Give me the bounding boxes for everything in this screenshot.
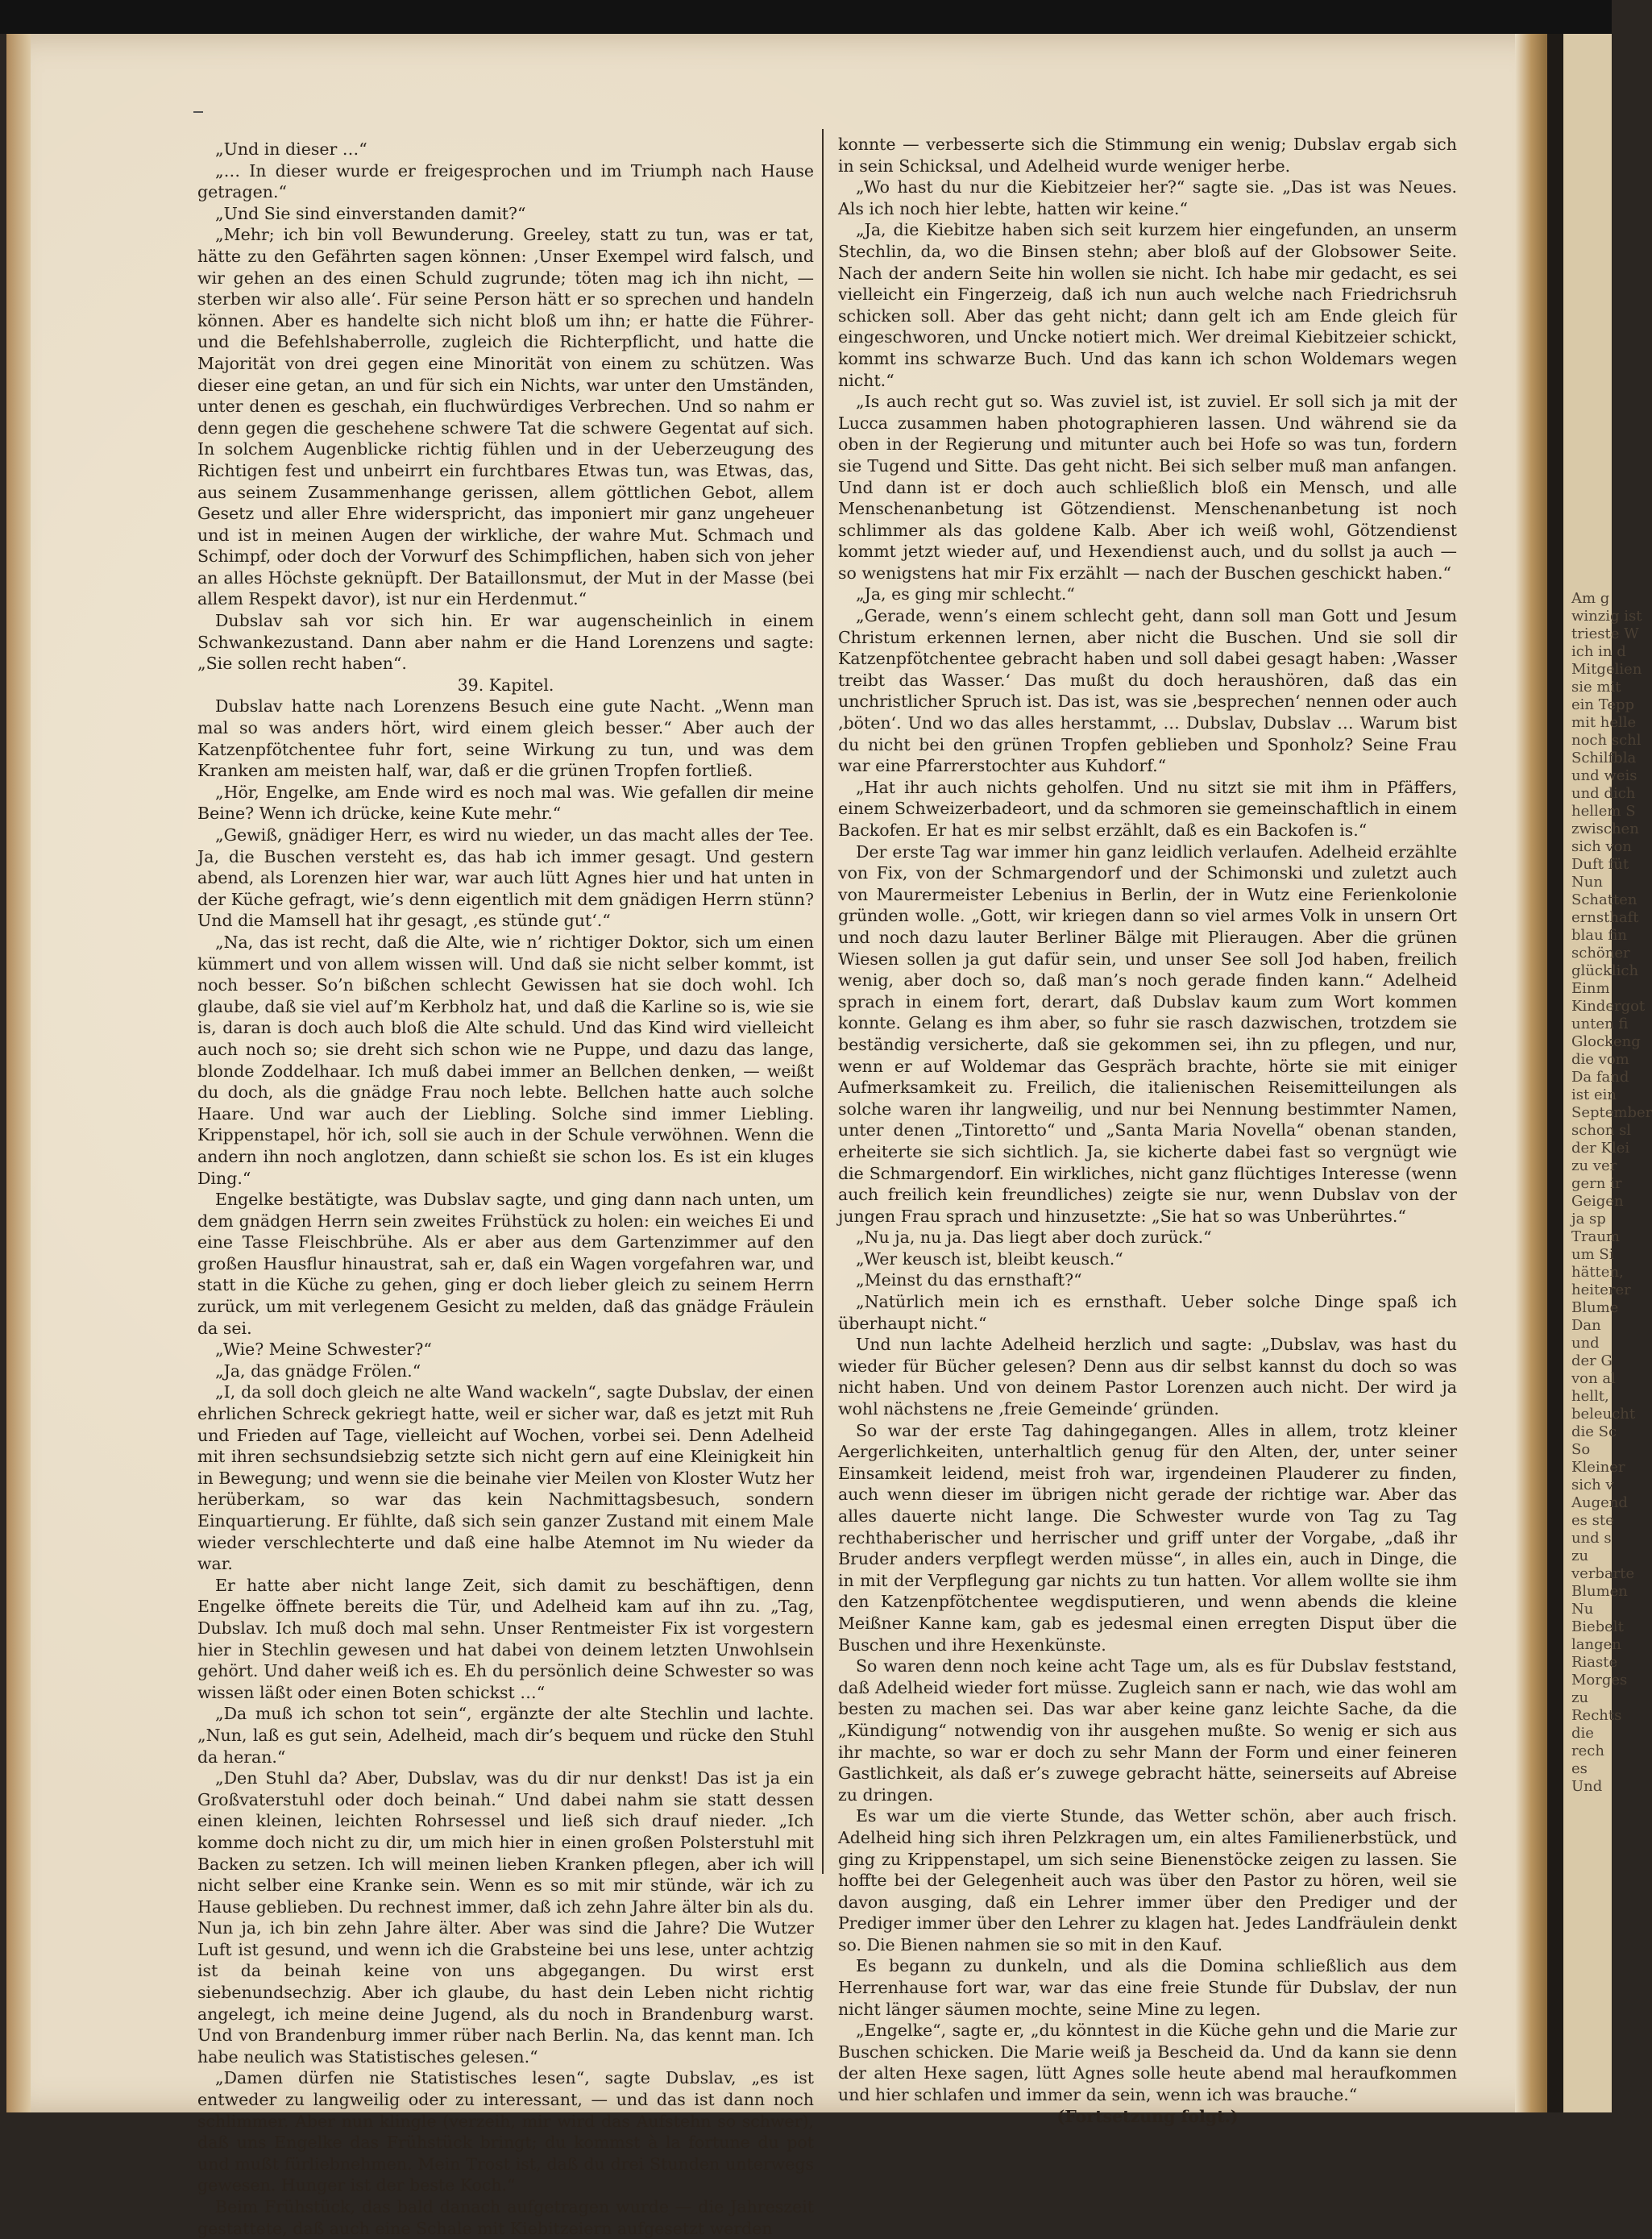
adjacent-page-fragment: von al bbox=[1571, 1370, 1616, 1387]
adjacent-page-fragment: ich in d bbox=[1571, 643, 1626, 660]
adjacent-page-fragment: Riaste bbox=[1571, 1654, 1618, 1671]
adjacent-page-fragment: blau fin bbox=[1571, 927, 1627, 944]
book-gutter bbox=[1547, 34, 1563, 2112]
adjacent-page-fragment: und weis bbox=[1571, 767, 1637, 784]
adjacent-page-fragment: Blume bbox=[1571, 1299, 1619, 1316]
adjacent-page-fragment: trieste W bbox=[1571, 625, 1639, 642]
paragraph: konnte — verbesserte sich die Stimmung ein wenig; Dubslav ergab sich in sein Schicksal, und Adelheid wurde weniger herbe. bbox=[838, 135, 1457, 176]
paragraph: „Engelke“, sagte er, „du könntest in die Küche gehn und die Marie zur Buschen schicken. Die Marie weiß ja Bescheid da. Und da kann sie denn der alten Hexe sagen, lütt Agnes solle heute abend mal heraufkommen und hier schlafen und immer da sein, wenn ich was brauche.“ bbox=[838, 2021, 1457, 2105]
adjacent-page-fragment: sie mit bbox=[1571, 679, 1621, 696]
adjacent-page-fragment: Blumen bbox=[1571, 1583, 1628, 1600]
adjacent-page-fragment: zu bbox=[1571, 1547, 1589, 1564]
paragraph: Und nun lachte Adelheid herzlich und sagte: „Dubslav, was hast du wieder für Bücher gelesen? Denn aus dir selbst kannst du doch so was nicht haben. Und von deinem Pastor Lorenzen auch nicht. Der wird ja wohl nächstens ne ‚freie Gemeinde‘ gründen. bbox=[838, 1335, 1457, 1419]
paragraph: „Is auch recht gut so. Was zuviel ist, ist zuviel. Er soll sich ja mit der Lucca zusammen haben photographieren lassen. Und während sie da oben in der Regierung und mitunter auch bei Hofe so was tun, fordern sie Tugend und Sitte. Das geht nicht. Bei sich selber muß man anfangen. Und dann ist er doch auch schließlich bloß ein Mensch, und alle Menschenanbetung ist Götzendienst. Menschenanbetung ist noch schlimmer als das goldene Kalb. Aber ich weiß wohl, Götzendienst kommt jetzt wieder auf, und Hexendienst auch, und du sollst ja auch — so wenigstens hat mir Fix erzählt — nach der Buschen geschickt haben.“ bbox=[838, 392, 1457, 583]
adjacent-page-fragment: Dan bbox=[1571, 1317, 1601, 1334]
adjacent-page-fragment: zwischen bbox=[1571, 820, 1639, 837]
adjacent-page-fragment: Und bbox=[1571, 1778, 1603, 1795]
adjacent-page-fragment: rech bbox=[1571, 1743, 1604, 1759]
paragraph: Engelke bestätigte, was Dubslav sagte, und ging dann nach unten, um dem gnädgen Herrn sein zweites Frühstück zu holen: ein weiches Ei und eine Tasse Fleischbrühe. Als er aber aus dem Gartenzimmer auf den großen Hausflur hinaustrat, sah er, daß ein Wagen vorgefahren war, und statt in die Küche zu gehen, ging er doch lieber gleich zu seinem Herrn zurück, um mit verlegenem Gesicht zu melden, daß das gnädge Fräulein da sei. bbox=[197, 1190, 814, 1338]
adjacent-page-fragment: Da fand bbox=[1571, 1069, 1629, 1086]
adjacent-page-fragment: Schilfbla bbox=[1571, 750, 1637, 766]
adjacent-page-fragment: So bbox=[1571, 1441, 1591, 1458]
paragraph: „Hat ihr auch nichts geholfen. Und nu sitzt sie mit ihm in Pfäffers, einem Schweizerbadeort, und da schmoren sie gemeinschaftlich in einem Backofen. Er hat es mir selbst erzählt, daß es ein Backofen is.“ bbox=[838, 777, 1457, 840]
adjacent-page-fragment: ja sp bbox=[1571, 1211, 1606, 1228]
paragraph: „Ja, das gnädge Frölen.“ bbox=[215, 1360, 421, 1381]
paragraph: „Ja, es ging mir schlecht.“ bbox=[856, 584, 1075, 604]
paragraph: So waren denn noch keine acht Tage um, als es für Dubslav feststand, daß Adelheid wieder fort müsse. Zugleich sann er nach, wie das wohl am besten zu machen sei. Das war aber keine ganz leichte Sache, da die „Kündigung“ notwendig von ihr ausgehen mußte. So wenig er sich aus ihr machte, so war er doch zu sehr Mann der Form und einer feineren Gastlichkeit, als daß er’s zuwege gebracht hätte, seinerseits auf Abreise zu dringen. bbox=[838, 1656, 1457, 1805]
adjacent-page-fragment: und bbox=[1571, 1335, 1600, 1352]
adjacent-page-fragment: Geigen bbox=[1571, 1193, 1624, 1210]
adjacent-page-fragment: schöner bbox=[1571, 945, 1630, 962]
adjacent-page-fragment: September bbox=[1571, 1104, 1652, 1121]
adjacent-page-fragment: Nun bbox=[1571, 874, 1603, 891]
paragraph: „Da muß ich schon tot sein“, ergänzte der alte Stechlin und lachte. „Nun, laß es gut sein, Adelheid, mach dir’s bequem und rücke den Stuhl da heran.“ bbox=[197, 1704, 814, 1767]
left-text-column bbox=[197, 139, 814, 2239]
adjacent-page-fragment: Mitgelien bbox=[1571, 661, 1642, 678]
adjacent-page-text bbox=[1563, 590, 1652, 1796]
column-divider bbox=[822, 129, 824, 1874]
adjacent-page-fragment: und dich bbox=[1571, 785, 1636, 802]
adjacent-page-fragment: winzig ist bbox=[1571, 608, 1642, 625]
chapter-heading: 39. Kapitel. bbox=[457, 675, 554, 695]
adjacent-page-fragment: schon sl bbox=[1571, 1122, 1632, 1139]
paragraph: „Nu ja, nu ja. Das liegt aber doch zurück.“ bbox=[856, 1228, 1212, 1248]
paragraph: „Wo hast du nur die Kiebitzeier her?“ sagte sie. „Das ist was Neues. Als ich noch hier lebte, hatten wir keine.“ bbox=[838, 177, 1457, 218]
adjacent-page-fragment: Biebelt bbox=[1571, 1618, 1624, 1635]
adjacent-page-fragment: die vom bbox=[1571, 1051, 1629, 1068]
adjacent-page-fragment: sich von bbox=[1571, 838, 1632, 855]
adjacent-page-fragment: Kindergot bbox=[1571, 998, 1646, 1015]
adjacent-page-fragment: es bbox=[1571, 1760, 1588, 1777]
adjacent-page-fragment: mit helle bbox=[1571, 714, 1637, 731]
adjacent-page-fragment: gern ir bbox=[1571, 1175, 1622, 1192]
adjacent-page-fragment: verbarte bbox=[1571, 1565, 1635, 1582]
adjacent-page-fragment: Einm bbox=[1571, 980, 1610, 997]
adjacent-page-fragment: hellem S bbox=[1571, 803, 1636, 820]
paragraph: „Wer keusch ist, bleibt keusch.“ bbox=[856, 1248, 1123, 1269]
paragraph: Dubslav hatte nach Lorenzens Besuch eine gute Nacht. „Wenn man mal so was anders hört, wird einem gleich besser.“ Aber auch der Katzenpfötchentee fuhr fort, seine Wirkung zu tun, und was dem Kranken am meisten half, war, daß er die grünen Tropfen fortließ. bbox=[197, 696, 814, 781]
adjacent-page-fragment: Kleiner bbox=[1571, 1459, 1625, 1476]
paragraph: Er hatte aber nicht lange Zeit, sich damit zu beschäftigen, denn Engelke öffnete bereits die Tür, und Adelheid kam auf ihn zu. „Tag, Dubslav. Ich muß doch mal sehn. Unser Rentmeister Fix ist vorgestern hier in Stechlin gewesen und hat dabei von deinem letzten Unwohlsein gehört. Und daher weiß ich es. Eh du persönlich deine Schwester so was wissen läßt oder einen Boten schickst …“ bbox=[197, 1575, 814, 1702]
paragraph: Der erste Tag war immer hin ganz leidlich verlaufen. Adelheid erzählte von Fix, von der Schmargendorf und der Schimonski und zuletzt auch von Maurermeister Lebenius in Berlin, der in Wutz eine Ferienkolonie gründen wolle. „Gott, wir kriegen dann so viel armes Volk in unsern Ort und noch dazu lauter Berliner Bälge mit Plieraugen. Aber die grünen Wiesen sollen ja gut dafür sein, und unser See soll Jod haben, freilich wenig, aber doch so, daß man’s noch gerade finden kann.“ Adelheid sprach in einem fort, derart, daß Dubslav kaum zum Wort kommen konnte. Gelang es ihm aber, so fuhr sie rasch dazwischen, trotzdem sie beständig versicherte, daß sie gekommen sei, ihn zu pflegen, und nur, wenn er auf Woldemar das Gespräch brachte, hörte sie mit einiger Aufmerksamkeit zu. Freilich, die italienischen Reisemitteilungen als solche waren ihr langweilig, und nur bei Nennung bestimmter Namen, unter denen „Tintoretto“ und „Santa Maria Novella“ obenan standen, erheiterte sie sich sichtlich. Ja, sie kicherte dabei fast so vergnügt wie die Schmargendorf. Ein wirkliches, nicht ganz flüchtiges Interesse (wenn auch freilich kein freundliches) zeigte sie nur, wenn Dubslav von der jungen Frau sprach und hinzusetzte: „Sie hat so was Unberührtes.“ bbox=[838, 841, 1457, 1226]
paragraph: „Und Sie sind einverstanden damit?“ bbox=[215, 203, 526, 223]
adjacent-page-fragment: der G bbox=[1571, 1352, 1613, 1369]
adjacent-page-fragment: heiterer bbox=[1571, 1282, 1631, 1298]
adjacent-page-fragment: Nu bbox=[1571, 1601, 1594, 1618]
adjacent-page-fragment: es ste bbox=[1571, 1512, 1614, 1529]
paragraph: „Den Stuhl da? Aber, Dubslav, was du dir nur denkst! Das ist ja ein Großvaterstuhl oder doch beinah.“ Und dabei nahm sie statt dessen einen kleinen, leichten Rohrsessel und ließ sich drauf nieder. „Ich komme doch nicht zu dir, um mich hier in einen großen Polsterstuhl mit Backen zu setzen. Ich will meinen lieben Kranken pflegen, aber ich will nicht selber eine Kranke sein. Wenn es so mit mir stünde, wär ich zu Hause geblieben. Du rechnest immer, daß ich zehn Jahre älter bin als du. Nun ja, ich bin zehn Jahre älter. Aber was sind die Jahre? Die Wutzer Luft ist gesund, und wenn ich die Grabsteine bei uns lese, unter achtzig ist da beinah keine von uns abgegangen. Du wirst erst siebenundsechzig. Aber ich glaube, du hast dein Leben nicht richtig angelegt, ich meine deine Jugend, als du noch in Brandenburg warst. Und von Brandenburg immer rüber nach Berlin. Na, das kennt man. Ich habe neulich was Statistisches gelesen.“ bbox=[197, 1768, 814, 2067]
adjacent-page-edge bbox=[1563, 34, 1652, 2112]
adjacent-page-fragment: die bbox=[1571, 1725, 1594, 1742]
paragraph: Beim Frühstück, das bald danach aufgetragen wurde — die Jahreszeit gestattete, daß auch eine Schale mit Kiebitzeiern aufgesetzt werden bbox=[197, 2197, 814, 2238]
paragraph: „Ja, die Kiebitze haben sich seit kurzem hier eingefunden, an unserm Stechlin, da, wo die Binsen stehn; aber bloß auf der Globsower Seite. Nach der andern Seite hin wollen sie nicht. Ich habe mir gedacht, es sei vielleicht ein Fingerzeig, daß ich nun auch welche nach Friedrichsruh schicken soll. Aber das geht nicht; dann gelt ich am Ende gleich für eingeschworen, und Uncke notiert mich. Wer dreimal Kiebitzeier schickt, kommt ins schwarze Buch. Und das kann ich schon Woldemars wegen nicht.“ bbox=[838, 220, 1457, 390]
adjacent-page-fragment: ernsthaft bbox=[1571, 909, 1639, 926]
adjacent-page-fragment: hätten, bbox=[1571, 1264, 1624, 1281]
adjacent-page-fragment: sich v bbox=[1571, 1477, 1614, 1493]
adjacent-page-fragment: ist ein bbox=[1571, 1086, 1617, 1103]
adjacent-page-fragment: der Klei bbox=[1571, 1140, 1630, 1157]
paragraph: „Na, das ist recht, daß die Alte, wie n’ richtiger Doktor, sich um einen kümmert und von allem wissen will. Und daß sie nicht selber kommt, ist noch besser. So’n bißchen schlecht Gewissen hat sie doch wohl. Ich glaube, daß sie viel auf’m Kerbholz hat, und daß die Karline so is, wie sie is, daran is doch auch bloß die Alte schuld. Und das Kind wird vielleicht auch noch so; sie dreht sich schon wie ne Puppe, und dazu das lange, blonde Zoddelhaar. Ich muß dabei immer an Bellchen denken, — weißt du doch, als die gnädge Frau noch lebte. Bellchen hatte auch solche Haare. Und war auch der Liebling. Solche sind immer Liebling. Krippenstapel, hör ich, soll sie auch in der Schule verwöhnen. Wenn die andern ihn noch anglotzen, dann schießt sie schon los. Es ist ein kluges Ding.“ bbox=[197, 932, 814, 1188]
adjacent-page-fragment: Glockeng bbox=[1571, 1033, 1641, 1050]
paragraph: „Natürlich mein ich es ernsthaft. Ueber solche Dinge spaß ich überhaupt nicht.“ bbox=[838, 1292, 1457, 1333]
adjacent-page-fragment: Traum bbox=[1571, 1228, 1621, 1245]
paragraph: „Mehr; ich bin voll Bewunderung. Greeley, statt zu tun, was er tat, hätte zu den Gefährten sagen können: ‚Unser Exempel wird falsch, und wir gehen an des einen Schuld zugrunde; töten mag ich ihn nicht, — sterben wir also alle‘. Für seine Person hätt er so sprechen und handeln können. Aber es handelte sich nicht bloß um ihn; er hatte die Führer- und die Befehlshaberrolle, zugleich die Richterpflicht, und hatte die Majorität von drei gegen eine Minorität von einem zu schützen. Was dieser eine getan, an und für sich ein Nichts, war unter den Umständen, unter denen es geschah, ein fluchwürdiges Verbrechen. Und so nahm er denn gegen die geschehene schwere Tat die schwere Gegentat auf sich. In solchem Augenblicke richtig fühlen und in der Ueberzeugung des Richtigen fest und unbeirrt ein furchtbares Etwas tun, was Etwas, das, aus seinem Zusammenhange gerissen, allem göttlichen Gebot, allem Gesetz und aller Ehre widerspricht, das imponiert mir ganz ungeheuer und ist in meinen Augen der wirkliche, der wahre Mut. Schmach und Schimpf, oder doch der Vorwurf des Schimpflichen, haben sich von jeher an alles Höchste geknüpft. Der Bataillonsmut, der Mut in der Masse (bei allem Respekt davor), ist nur ein Herdenmut.“ bbox=[197, 225, 814, 609]
scanner-border bbox=[0, 0, 1612, 34]
adjacent-page-fragment: unten fi bbox=[1571, 1016, 1629, 1032]
adjacent-page-fragment: noch schl bbox=[1571, 732, 1642, 749]
adjacent-page-fragment: ein Tepp bbox=[1571, 696, 1635, 713]
adjacent-page-fragment: die Sc bbox=[1571, 1423, 1617, 1440]
paragraph: „Hör, Engelke, am Ende wird es noch mal was. Wie gefallen dir meine Beine? Wenn ich drücke, keine Kute mehr.“ bbox=[197, 782, 814, 824]
continuation-note: (Fortsetzung folgt.) bbox=[1056, 2106, 1239, 2126]
adjacent-page-fragment: zu ver bbox=[1571, 1157, 1617, 1174]
adjacent-page-fragment: glücklich bbox=[1571, 962, 1639, 979]
paragraph: „Meinst du das ernsthaft?“ bbox=[856, 1270, 1082, 1290]
adjacent-page-fragment: Morges bbox=[1571, 1672, 1628, 1689]
paragraph: „Gewiß, gnädiger Herr, es wird nu wieder, un das macht alles der Tee. Ja, die Buschen versteht es, das hab ich immer gesagt. Und gestern abend, als Lorenzen hier war, war auch lütt Agnes hier und hat unten in der Küche gefragt, wie’s denn eigentlich mit dem gnädigen Herrn stünn? Und die Mamsell hat ihr gesagt, ‚es stünde gut‘.“ bbox=[197, 825, 814, 931]
adjacent-page-fragment: Augend bbox=[1571, 1494, 1628, 1511]
adjacent-page-fragment: hellt, bbox=[1571, 1388, 1609, 1405]
adjacent-page-fragment: um Si bbox=[1571, 1246, 1614, 1263]
adjacent-page-fragment: Am g bbox=[1571, 590, 1610, 607]
paragraph: „Und in dieser …“ bbox=[215, 139, 367, 159]
adjacent-page-fragment: zu bbox=[1571, 1689, 1589, 1706]
adjacent-page-fragment: Schatten bbox=[1571, 891, 1637, 908]
paragraph: „… In dieser wurde er freigesprochen und im Triumph nach Hause getragen.“ bbox=[197, 160, 814, 202]
right-text-column bbox=[838, 134, 1457, 2127]
header-mark bbox=[193, 111, 203, 113]
paragraph: Es war um die vierte Stunde, das Wetter schön, aber auch frisch. Adelheid hing sich ihren Pelzkragen um, ein altes Familienerbstück, und ging zu Krippenstapel, um sich seine Bienenstöcke zeigen zu lassen. Sie hoffte bei der Gelegenheit auch was über den Pastor zu hören, weil sie davon ausging, daß ein Lehrer immer über den Prediger und der Prediger immer über den Lehrer zu klagen hat. Jedes Landfräulein denkt so. Die Bienen nahmen sie so mit in den Kauf. bbox=[838, 1806, 1457, 1954]
adjacent-page-fragment: langen bbox=[1571, 1636, 1621, 1653]
adjacent-page-fragment: beleucht bbox=[1571, 1406, 1636, 1423]
paragraph: Dubslav sah vor sich hin. Er war augenscheinlich in einem Schwankezustand. Dann aber nahm er die Hand Lorenzens und sagte: „Sie sollen recht haben“. bbox=[197, 611, 814, 674]
paragraph: „Wie? Meine Schwester?“ bbox=[215, 1340, 432, 1360]
paragraph: So war der erste Tag dahingegangen. Alles in allem, trotz kleiner Aergerlichkeiten, unterhaltlich genug für den Alten, der, unter seiner Einsamkeit leidend, meist froh war, irgendeinen Plauderer zu finden, auch wenn dieser im übrigen nicht gerade der richtige war. Aber das alles dauerte nicht lange. Die Schwester wurde von Tag zu Tag rechthaberischer und herrischer und griff unter der Vorgabe, „daß ihr Bruder anders verpflegt werden müsse“, in alles ein, auch in Dinge, die in mit der Verpflegung gar nichts zu tun hatten. Vor allem wollte sie ihm den Katzenpfötchentee wegdisputieren, und wenn abends die kleine Meißner Kanne kam, gab es jedesmal einen erregten Disput über die Buschen und ihre Hexenkünste. bbox=[838, 1420, 1457, 1655]
adjacent-page-fragment: und s bbox=[1571, 1530, 1612, 1547]
paragraph: „I, da soll doch gleich ne alte Wand wackeln“, sagte Dubslav, der einen ehrlichen Schreck gekriegt hatte, weil er sicher war, daß es jetzt mit Ruh und Frieden auf Tage, vielleicht auf Wochen, vorbei sei. Denn Adelheid mit ihren sechsundsiebzig setzte sich nicht gern auf eine Kleinigkeit hin in Bewegung; und wenn sie die beinahe vier Meilen von Kloster Wutz her herüberkam, so war das kein Nachmittagsbesuch, sondern Einquartierung. Er fühlte, daß sich sein ganzer Zustand mit einem Male wieder verschlechterte und daß eine halbe Atemnot im Nu wieder da war. bbox=[197, 1382, 814, 1574]
adjacent-page-fragment: Duft füt bbox=[1571, 856, 1629, 873]
paragraph: Es begann zu dunkeln, und als die Domina schließlich aus dem Herrenhause fort war, war das eine freie Stunde für Dubslav, der nun nicht länger säumen mochte, seine Mine zu legen. bbox=[838, 1956, 1457, 2019]
page-edge-right bbox=[1515, 34, 1547, 2112]
paragraph: „Damen dürfen nie Statistisches lesen“, sagte Dubslav, „es ist entweder zu langweilig oder zu interessant, — und das ist dann noch schlimmer. Aber nun klingle (verzeih, mir wird das Aufstehn so schwer), daß uns Engelke das Frühstück bringt; du kommst à la fortune du pot und mußt fürliebnehmen. Mein Trost ist, daß du drei Stunden unterwegs gewesen. Hunger ist der beste Koch.“ bbox=[197, 2068, 814, 2195]
page-edge-left bbox=[6, 34, 31, 2112]
adjacent-page-fragment: Rechts bbox=[1571, 1707, 1622, 1724]
paragraph: „Gerade, wenn’s einem schlecht geht, dann soll man Gott und Jesum Christum erkennen lernen, aber nicht die Buschen. Und sie soll dir Katzenpfötchentee gebracht haben und soll dabei gesagt haben: ‚Wasser treibt das Wasser.‘ Das mußt du doch heraushören, daß das ein unchristlicher Spruch ist. Das ist, was sie ‚besprechen‘ nennen oder auch ‚böten‘. Und wo das alles herstammt, … Dubslav, Dubslav … Warum bist du nicht bei den grünen Tropfen geblieben und Sponholz? Seine Frau war eine Pfarrerstochter aus Kuhdorf.“ bbox=[838, 606, 1457, 776]
